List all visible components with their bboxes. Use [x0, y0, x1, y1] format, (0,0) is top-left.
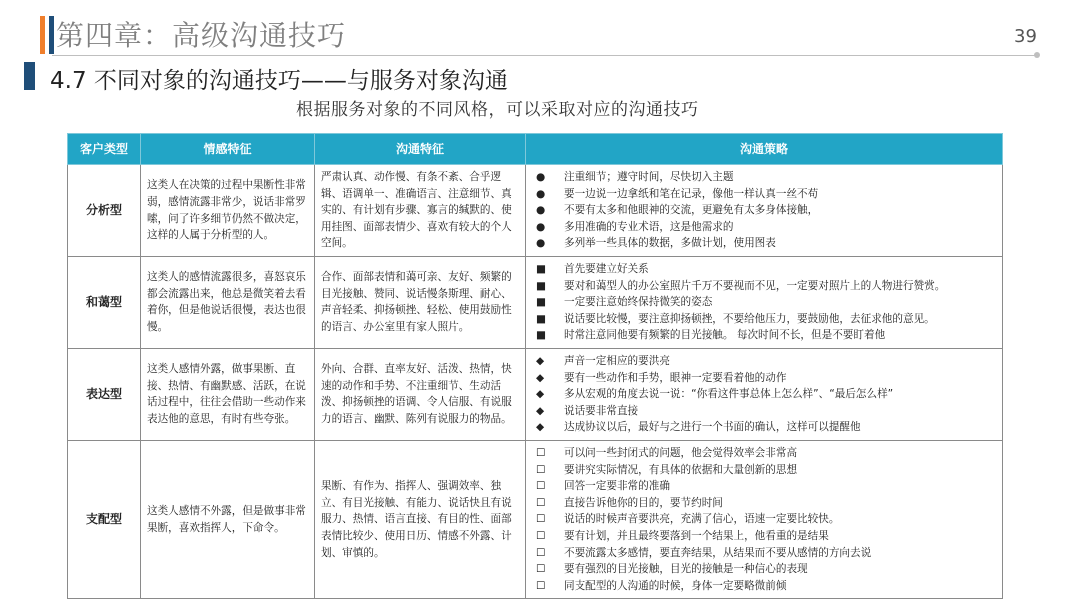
section-title: 4.7 不同对象的沟通技巧——与服务对象沟通: [50, 68, 508, 94]
hollow-square-bullet-icon: ☐: [536, 579, 546, 592]
strategy-cell: [526, 440, 1003, 598]
hollow-square-bullet-icon: ☐: [536, 496, 546, 509]
hollow-square-bullet-icon: ☐: [536, 546, 546, 559]
strategy-item: ■ 时常注意同他要有频繁的目光接触。 每次时间不长，但是不要盯着他: [532, 327, 996, 344]
strategy-item: ◆ 说话要非常直接: [532, 403, 996, 420]
strategy-item: ● 要一边说一边拿纸和笔在记录，像他一样认真一丝不苟: [532, 186, 996, 203]
black-diamond-bullet-icon: ◆: [536, 421, 545, 434]
communication-text: 严肃认真、动作慢、有条不紊、合乎逻辑、语调单一、准确语言、注意细节、真实的、有计划有步骤、寡言的缄默的、使用挂图、面部表情少、喜欢有较大的个人空间。: [315, 165, 526, 257]
title-accent-bar-orange: [40, 16, 45, 54]
strategy-item: ☐ 回答一定要非常的准确: [532, 478, 996, 495]
strategy-item: ☐ 不要流露太多感情，要直奔结果，从结果而不要从感情的方向去说: [532, 545, 996, 562]
strategy-item: ● 不要有太多和他眼神的交流，更避免有太多身体接触，: [532, 202, 996, 219]
black-square-bullet-icon: ■: [536, 312, 547, 325]
emotion-text: 这类人的感情流露很多，喜怒哀乐都会流露出来，他总是微笑着去看着你，但是他说话很慢，表达也很慢。: [141, 257, 315, 349]
header-divider-dot: [1034, 52, 1040, 58]
header-divider: [52, 55, 1037, 56]
column-header-customer-type: 客户类型: [68, 134, 141, 165]
strategy-item: ■ 一定要注意始终保持微笑的姿态: [532, 294, 996, 311]
hollow-square-bullet-icon: ☐: [536, 529, 546, 542]
black-square-bullet-icon: ■: [536, 329, 547, 342]
strategy-item: ■ 说话要比较慢，要注意抑扬顿挫，不要给他压力，要鼓励他，去征求他的意见。: [532, 311, 996, 328]
strategy-item: ◆ 要有一些动作和手势，眼神一定要看着他的动作: [532, 370, 996, 387]
emotion-text: 这类人在决策的过程中果断性非常弱，感情流露非常少，说话非常罗嗦，问了许多细节仍然不做决定，这样的人属于分析型的人。: [141, 165, 315, 257]
chapter-title: 第四章：高级沟通技巧: [56, 19, 347, 52]
slide-subtitle: 根据服务对象的不同风格，可以采取对应的沟通技巧: [296, 100, 699, 120]
communication-strategy-table: [67, 133, 1003, 599]
black-diamond-bullet-icon: ◆: [536, 404, 545, 417]
page-number: 39: [1014, 26, 1037, 47]
column-header-emotion: 情感特征: [141, 134, 315, 165]
hollow-square-bullet-icon: ☐: [536, 513, 546, 526]
strategy-item: ☐ 要讲究实际情况，有具体的依据和大量创新的思想: [532, 462, 996, 479]
emotion-text: 这类人感情外露，做事果断、直接、热情、有幽默感、活跃，在说话过程中，往往会借助一些动作来表达他的意思，有时有些夸张。: [141, 348, 315, 440]
black-diamond-bullet-icon: ◆: [536, 371, 545, 384]
black-circle-bullet-icon: ●: [536, 187, 546, 200]
customer-type: 支配型: [68, 440, 141, 598]
strategy-item: ☐ 要有强烈的目光接触，目光的接触是一种信心的表现: [532, 561, 996, 578]
strategy-item: ☐ 直接告诉他你的目的，要节约时间: [532, 495, 996, 512]
strategy-item: ☐ 说话的时候声音要洪亮，充满了信心，语速一定要比较快。: [532, 511, 996, 528]
customer-type: 分析型: [68, 165, 141, 257]
table-row-amiable: [68, 257, 1003, 349]
hollow-square-bullet-icon: ☐: [536, 563, 546, 576]
column-header-communication: 沟通特征: [315, 134, 526, 165]
table-row-analytical: [68, 165, 1003, 257]
emotion-text: 这类人感情不外露，但是做事非常果断，喜欢指挥人，下命令。: [141, 440, 315, 598]
black-diamond-bullet-icon: ◆: [536, 354, 545, 367]
strategy-item: ◆ 达成协议以后，最好与之进行一个书面的确认，这样可以提醒他: [532, 419, 996, 436]
table-row-expressive: [68, 348, 1003, 440]
strategy-item: ● 多用准确的专业术语，这是他需求的: [532, 219, 996, 236]
black-square-bullet-icon: ■: [536, 279, 547, 292]
title-accent-bar-blue: [49, 16, 54, 54]
communication-text: 合作、面部表情和蔼可亲、友好、频繁的目光接触、赞同、说话慢条斯理、耐心、声音轻柔、抑扬顿挫、轻松、使用鼓励性的语言、办公室里有家人照片。: [315, 257, 526, 349]
hollow-square-bullet-icon: ☐: [536, 446, 546, 459]
strategy-item: ● 多列举一些具体的数据，多做计划，使用图表: [532, 235, 996, 252]
black-circle-bullet-icon: ●: [536, 171, 546, 184]
black-square-bullet-icon: ■: [536, 296, 547, 309]
section-accent-bar: [24, 62, 35, 90]
customer-type: 表达型: [68, 348, 141, 440]
black-circle-bullet-icon: ●: [536, 237, 546, 250]
black-circle-bullet-icon: ●: [536, 204, 546, 217]
strategy-item: ■ 要对和蔼型人的办公室照片千万不要视而不见，一定要对照片上的人物进行赞赏。: [532, 278, 996, 295]
strategy-cell: [526, 165, 1003, 257]
strategy-item: ■ 首先要建立好关系: [532, 261, 996, 278]
communication-text: 外向、合群、直率友好、活泼、热情，快速的动作和手势、不注重细节、生动活泼、抑扬顿挫的语调、令人信服、有说服力的语言、幽默、陈列有说服力的物品。: [315, 348, 526, 440]
customer-type: 和蔼型: [68, 257, 141, 349]
column-header-strategy: 沟通策略: [526, 134, 1003, 165]
strategy-cell: [526, 257, 1003, 349]
black-circle-bullet-icon: ●: [536, 220, 546, 233]
strategy-cell: [526, 348, 1003, 440]
black-diamond-bullet-icon: ◆: [536, 388, 545, 401]
strategy-item: ◆ 多从宏观的角度去说一说：“你看这件事总体上怎么样”、“最后怎么样”: [532, 386, 996, 403]
table-header-row: [68, 134, 1003, 165]
black-square-bullet-icon: ■: [536, 263, 547, 275]
strategy-item: ◆ 声音一定相应的要洪亮: [532, 353, 996, 370]
table-row-driver: [68, 440, 1003, 598]
hollow-square-bullet-icon: ☐: [536, 480, 546, 493]
strategy-item: ☐ 要有计划，并且最终要落到一个结果上，他看重的是结果: [532, 528, 996, 545]
strategy-item: ☐ 同支配型的人沟通的时候，身体一定要略微前倾: [532, 578, 996, 595]
strategy-item: ☐ 可以问一些封闭式的问题，他会觉得效率会非常高: [532, 445, 996, 462]
hollow-square-bullet-icon: ☐: [536, 463, 546, 476]
communication-text: 果断、有作为、指挥人、强调效率、独立、有目光接触、有能力、说话快且有说服力、热情、语言直接、有目的性、面部表情比较少、使用日历、情感不外露、计划、审慎的。: [315, 440, 526, 598]
strategy-item: ● 注重细节；遵守时间，尽快切入主题: [532, 169, 996, 186]
